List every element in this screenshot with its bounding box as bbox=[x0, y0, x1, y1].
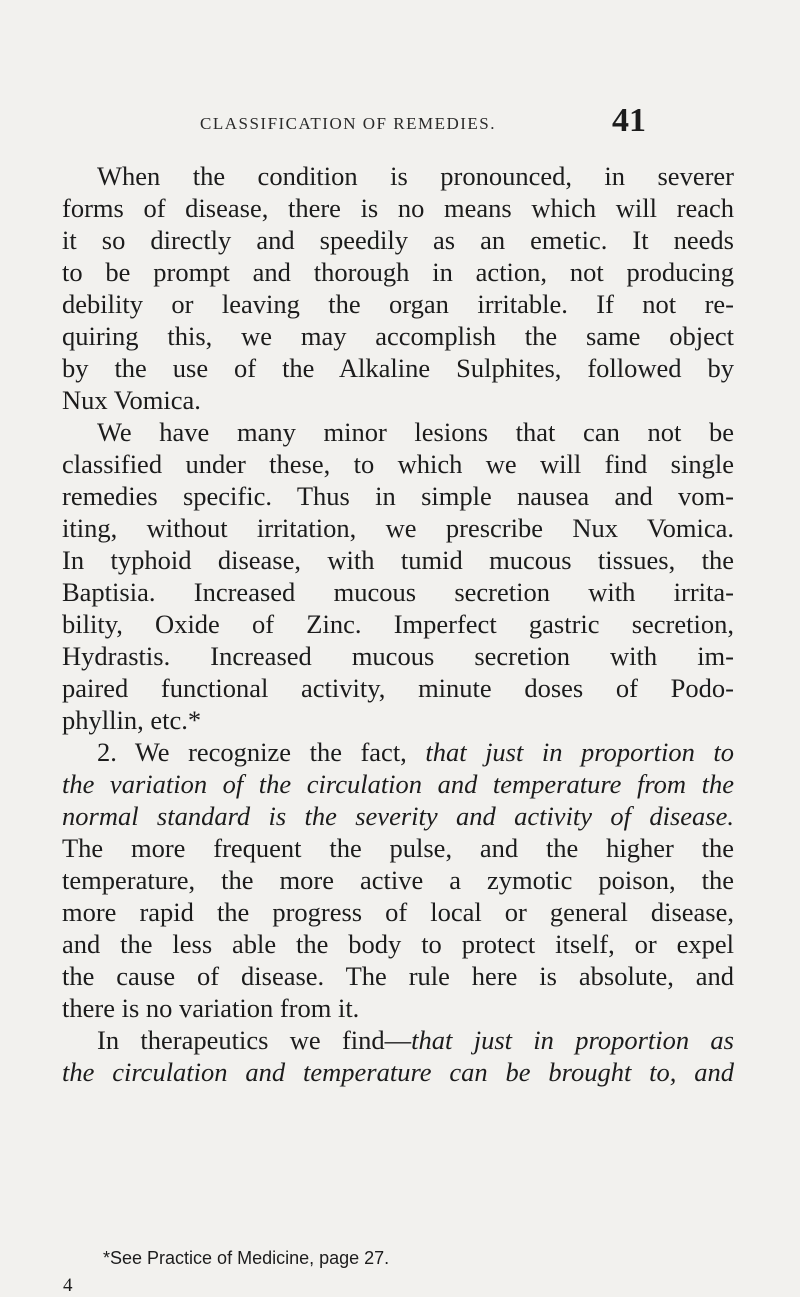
text-line: more rapid the progress of local or general disease, bbox=[62, 897, 734, 927]
text-line: remedies specific. Thus in simple nausea and vom- bbox=[62, 481, 734, 511]
footnote: *See Practice of Medicine, page 27. bbox=[103, 1248, 390, 1268]
text-line bbox=[97, 736, 734, 768]
text-line: We have many minor lesions that can not be bbox=[97, 417, 734, 447]
text-line: it so directly and speedily as an emetic. It needs bbox=[62, 225, 734, 255]
text-line bbox=[62, 800, 734, 832]
text-line: Baptisia. Increased mucous secretion with irrita- bbox=[62, 577, 734, 607]
text-line: quiring this, we may accomplish the same object bbox=[62, 321, 734, 351]
text-line: When the condition is pronounced, in severer bbox=[97, 161, 734, 191]
text-line: the cause of disease. The rule here is absolute, and bbox=[62, 961, 734, 991]
text-line: debility or leaving the organ irritable. If not re- bbox=[62, 289, 734, 319]
text-line: iting, without irritation, we prescribe Nux Vomica. bbox=[62, 513, 734, 543]
text-line: paired functional activity, minute doses of Podo- bbox=[62, 673, 734, 703]
italic-run: that just in proportion as bbox=[411, 1025, 734, 1055]
text-line: and the less able the body to protect itself, or expel bbox=[62, 929, 734, 959]
italic-run: the variation of the circulation and temperature from the bbox=[62, 769, 734, 799]
text-line bbox=[62, 768, 734, 800]
text-line: Hydrastis. Increased mucous secretion with im- bbox=[62, 641, 734, 671]
text-line: to be prompt and thorough in action, not producing bbox=[62, 257, 734, 287]
text-line: forms of disease, there is no means which will reach bbox=[62, 193, 734, 223]
text-line: Nux Vomica. bbox=[62, 385, 201, 415]
text-line: In typhoid disease, with tumid mucous tissues, the bbox=[62, 545, 734, 575]
text-line: bility, Oxide of Zinc. Imperfect gastric secretion, bbox=[62, 609, 734, 639]
text-line bbox=[62, 1056, 734, 1088]
italic-run: the circulation and temperature can be brought to, and bbox=[62, 1057, 734, 1087]
page-number: 41 bbox=[612, 102, 646, 139]
text-line: temperature, the more active a zymotic poison, the bbox=[62, 865, 734, 895]
text-line bbox=[97, 1024, 734, 1056]
text-line: classified under these, to which we will find single bbox=[62, 449, 734, 479]
running-head: CLASSIFICATION OF REMEDIES. bbox=[200, 114, 496, 133]
text-line: phyllin, etc.* bbox=[62, 705, 202, 735]
italic-run: that just in proportion to bbox=[425, 737, 734, 767]
text-line: there is no variation from it. bbox=[62, 993, 360, 1023]
text-line: The more frequent the pulse, and the higher the bbox=[62, 833, 734, 863]
italic-run: normal standard is the severity and activity of disease. bbox=[62, 801, 734, 831]
text-run: In therapeutics we find— bbox=[97, 1025, 412, 1055]
text-run: 2. We recognize the fact, bbox=[97, 737, 426, 767]
signature-mark: 4 bbox=[63, 1275, 73, 1296]
text-line: by the use of the Alkaline Sulphites, followed by bbox=[62, 353, 734, 383]
